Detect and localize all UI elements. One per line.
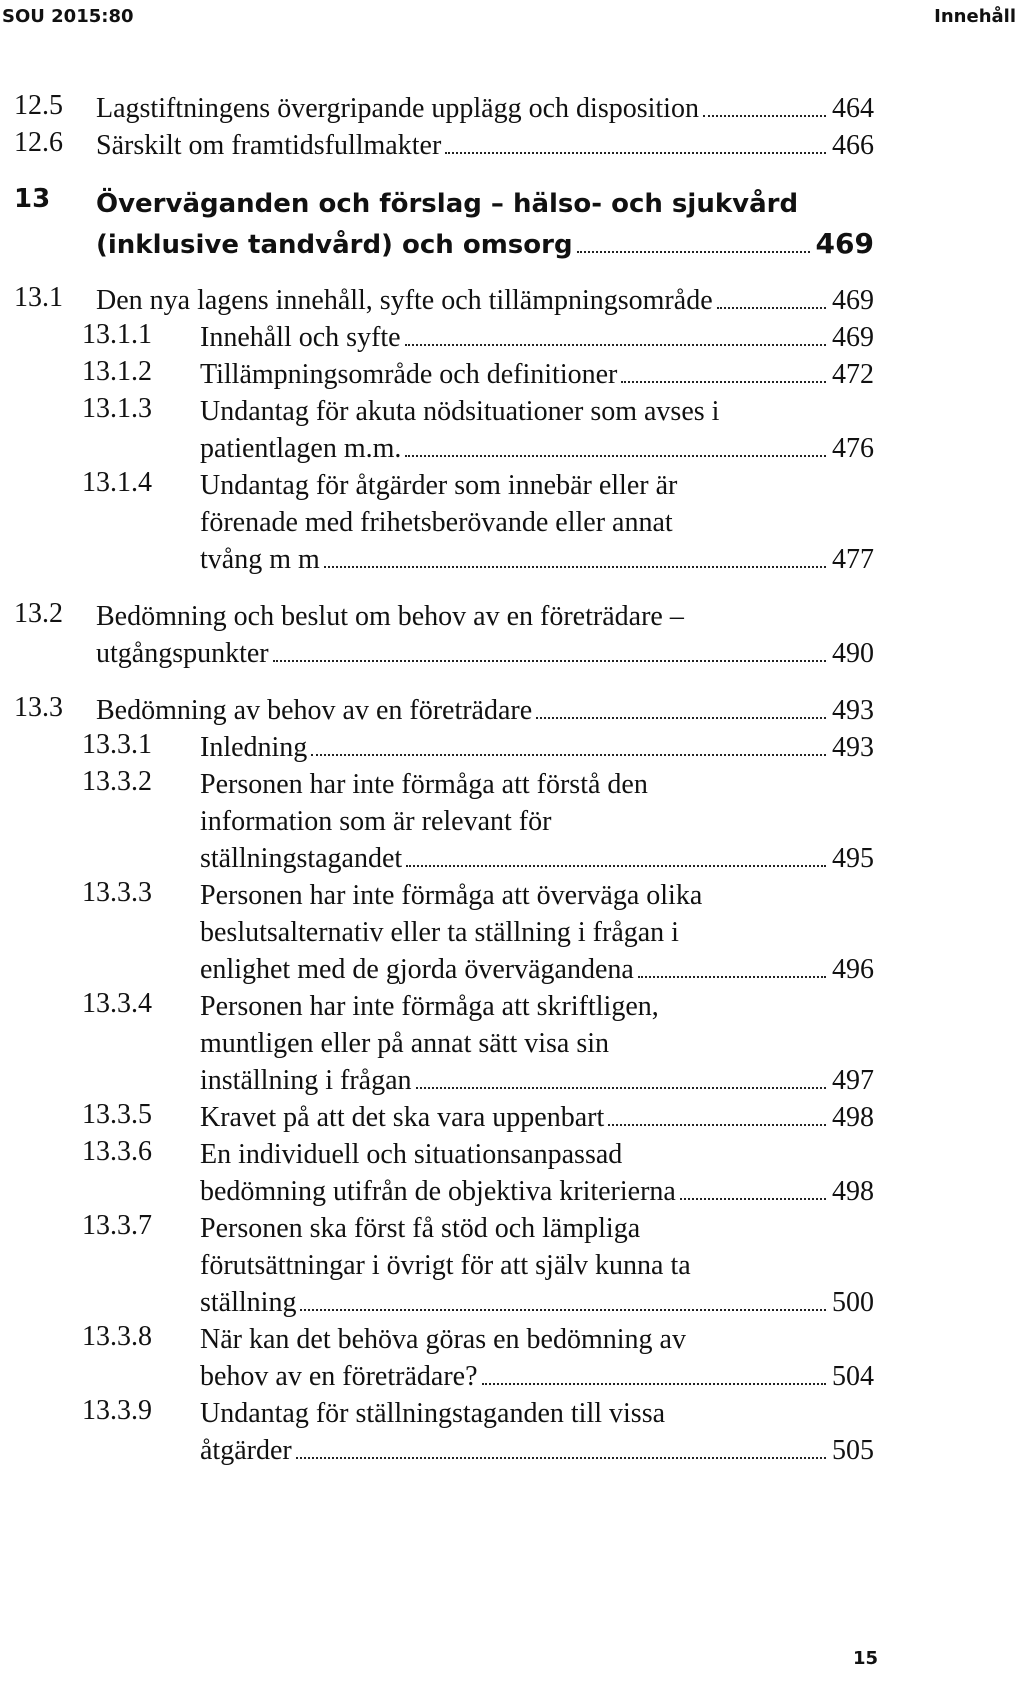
toc-entry[interactable] [14, 282, 874, 319]
toc-entry-number: 13.1.3 [82, 393, 152, 424]
dot-leader [482, 1383, 827, 1385]
toc-entry[interactable] [14, 877, 874, 988]
toc-entry[interactable] [14, 356, 874, 393]
dot-leader [445, 152, 826, 154]
toc-entry[interactable] [14, 90, 874, 127]
toc-entry-title-line: inställning i frågan [200, 1065, 412, 1096]
toc-entry-page: 498 [832, 1102, 874, 1133]
toc-entry-title-line: Bedömning av behov av en företrädare [96, 695, 533, 726]
toc-entry-page: 490 [832, 638, 874, 669]
toc-entry-number: 13.3.1 [82, 729, 152, 760]
toc-entry-page: 493 [832, 732, 874, 763]
toc-entry-title-line: När kan det behöva göras en bedömning av [200, 1324, 686, 1355]
table-of-contents [14, 90, 874, 1469]
running-header-right: Innehåll [934, 6, 1016, 27]
dot-leader [680, 1198, 826, 1200]
dot-leader [703, 115, 826, 117]
toc-entry-number: 13.3.2 [82, 766, 152, 797]
toc-entry-title-line: Undantag för akuta nödsituationer som avses i [200, 396, 720, 427]
page-number: 15 [852, 1648, 878, 1669]
toc-entry-title-line: enlighet med de gjorda övervägandena [200, 954, 634, 985]
toc-entry-number: 13.1.1 [82, 319, 152, 350]
toc-entry-number: 13.1.2 [82, 356, 152, 387]
dot-leader [311, 754, 826, 756]
toc-entry[interactable] [14, 393, 874, 467]
toc-entry-title-line: muntligen eller på annat sätt visa sin [200, 1028, 610, 1059]
toc-entry-page: 505 [832, 1435, 874, 1466]
toc-entry-title-line: ställningstagandet [200, 843, 403, 874]
toc-entry-page: 464 [832, 93, 874, 124]
toc-entry-page: 476 [832, 433, 874, 464]
toc-entry-number: 13.3.9 [82, 1395, 152, 1426]
dot-leader [296, 1457, 826, 1459]
toc-entry-title-line: Personen har inte förmåga att förstå den [200, 769, 648, 800]
toc-entry-title-line: Den nya lagens innehåll, syfte och tillämpningsområde [96, 285, 713, 316]
toc-entry-title-line: information som är relevant för [200, 806, 552, 837]
toc-entry-title-line: Innehåll och syfte [200, 322, 401, 353]
toc-entry-page: 472 [832, 359, 874, 390]
toc-entry[interactable] [14, 729, 874, 766]
dot-leader [405, 344, 826, 346]
toc-entry-page: 469 [832, 285, 874, 316]
dot-leader [536, 717, 826, 719]
toc-entry-number: 13.3.3 [82, 877, 152, 908]
dot-leader [405, 455, 826, 457]
toc-entry-number: 13.3 [14, 692, 63, 723]
toc-entry-title-line: Personen har inte förmåga att överväga olika [200, 880, 703, 911]
toc-entry-title-line: utgångspunkter [96, 638, 269, 669]
toc-entry[interactable] [14, 598, 874, 672]
toc-entry-page: 493 [832, 695, 874, 726]
toc-entry-page: 496 [832, 954, 874, 985]
toc-entry[interactable] [14, 766, 874, 877]
toc-entry[interactable] [14, 1395, 874, 1469]
toc-entry-title-line: tvång m m [200, 544, 320, 575]
toc-entry-title-line: beslutsalternativ eller ta ställning i frågan i [200, 917, 679, 948]
toc-entry-number: 13.1.4 [82, 467, 152, 498]
toc-entry-number: 13.1 [14, 282, 63, 313]
toc-entry-title-line: förutsättningar i övrigt för att själv kunna ta [200, 1250, 691, 1281]
toc-entry-title-line: Personen ska först få stöd och lämpliga [200, 1213, 641, 1244]
dot-leader [273, 660, 826, 662]
dot-leader [717, 307, 826, 309]
toc-entry-title-line: bedömning utifrån de objektiva kriterierna [200, 1176, 676, 1207]
toc-entry-title-line: behov av en företrädare? [200, 1361, 478, 1392]
dot-leader [638, 976, 826, 978]
toc-entry-page: 498 [832, 1176, 874, 1207]
toc-entry-title-line: Undantag för åtgärder som innebär eller är [200, 470, 678, 501]
toc-entry[interactable] [14, 692, 874, 729]
toc-entry-page: 466 [832, 130, 874, 161]
toc-entry-page: 497 [832, 1065, 874, 1096]
toc-entry-page: 500 [832, 1287, 874, 1318]
toc-entry-number: 13.3.8 [82, 1321, 152, 1352]
toc-entry[interactable] [14, 1321, 874, 1395]
toc-entry-title-line: Överväganden och förslag – hälso- och sjukvård [96, 189, 799, 219]
toc-entry-number: 13.3.4 [82, 988, 152, 1019]
toc-entry-title-line: Särskilt om framtidsfullmakter [96, 130, 442, 161]
toc-entry-number: 13.3.7 [82, 1210, 152, 1241]
toc-entry-page: 504 [832, 1361, 874, 1392]
toc-entry-page: 469 [815, 227, 874, 260]
toc-entry-number: 13.2 [14, 598, 63, 629]
dot-leader [416, 1087, 826, 1089]
toc-entry-title-line: Personen har inte förmåga att skriftligen, [200, 991, 659, 1022]
toc-entry-title-line: Lagstiftningens övergripande upplägg och disposition [96, 93, 699, 124]
toc-entry-page: 469 [832, 322, 874, 353]
toc-entry-title-line: patientlagen m.m. [200, 433, 402, 464]
dot-leader [608, 1124, 826, 1126]
toc-entry[interactable] [14, 1210, 874, 1321]
toc-entry-title-line: ställning [200, 1287, 297, 1318]
toc-entry-title-line: åtgärder [200, 1435, 292, 1466]
running-header-left: SOU 2015:80 [2, 6, 134, 27]
toc-entry-number: 13.3.5 [82, 1099, 152, 1130]
toc-entry[interactable] [14, 319, 874, 356]
toc-entry-page: 477 [832, 544, 874, 575]
toc-entry[interactable] [14, 127, 874, 164]
toc-entry-title-line: förenade med frihetsberövande eller annat [200, 507, 673, 538]
dot-leader [300, 1309, 826, 1311]
toc-entry-title-line: (inklusive tandvård) och omsorg [96, 230, 573, 260]
toc-entry-number: 13 [14, 184, 51, 214]
toc-entry[interactable] [14, 988, 874, 1099]
dot-leader [577, 251, 810, 253]
toc-entry-page: 495 [832, 843, 874, 874]
dot-leader [324, 566, 826, 568]
toc-entry-title-line: Kravet på att det ska vara uppenbart [200, 1102, 605, 1133]
toc-entry-title-line: Undantag för ställningstaganden till vissa [200, 1398, 666, 1429]
dot-leader [621, 381, 826, 383]
toc-entry-title-line: Inledning [200, 732, 308, 763]
toc-entry[interactable] [14, 467, 874, 578]
toc-entry-title-line: Tillämpningsområde och definitioner [200, 359, 618, 390]
toc-entry-title-line: En individuell och situationsanpassad [200, 1139, 623, 1170]
toc-entry[interactable] [14, 1099, 874, 1136]
dot-leader [406, 865, 826, 867]
toc-entry-number: 12.6 [14, 127, 63, 158]
toc-entry-number: 13.3.6 [82, 1136, 152, 1167]
toc-entry[interactable] [14, 1136, 874, 1210]
toc-entry-number: 12.5 [14, 90, 63, 121]
toc-entry-title-line: Bedömning och beslut om behov av en företrädare – [96, 601, 684, 632]
toc-entry[interactable] [14, 184, 874, 264]
